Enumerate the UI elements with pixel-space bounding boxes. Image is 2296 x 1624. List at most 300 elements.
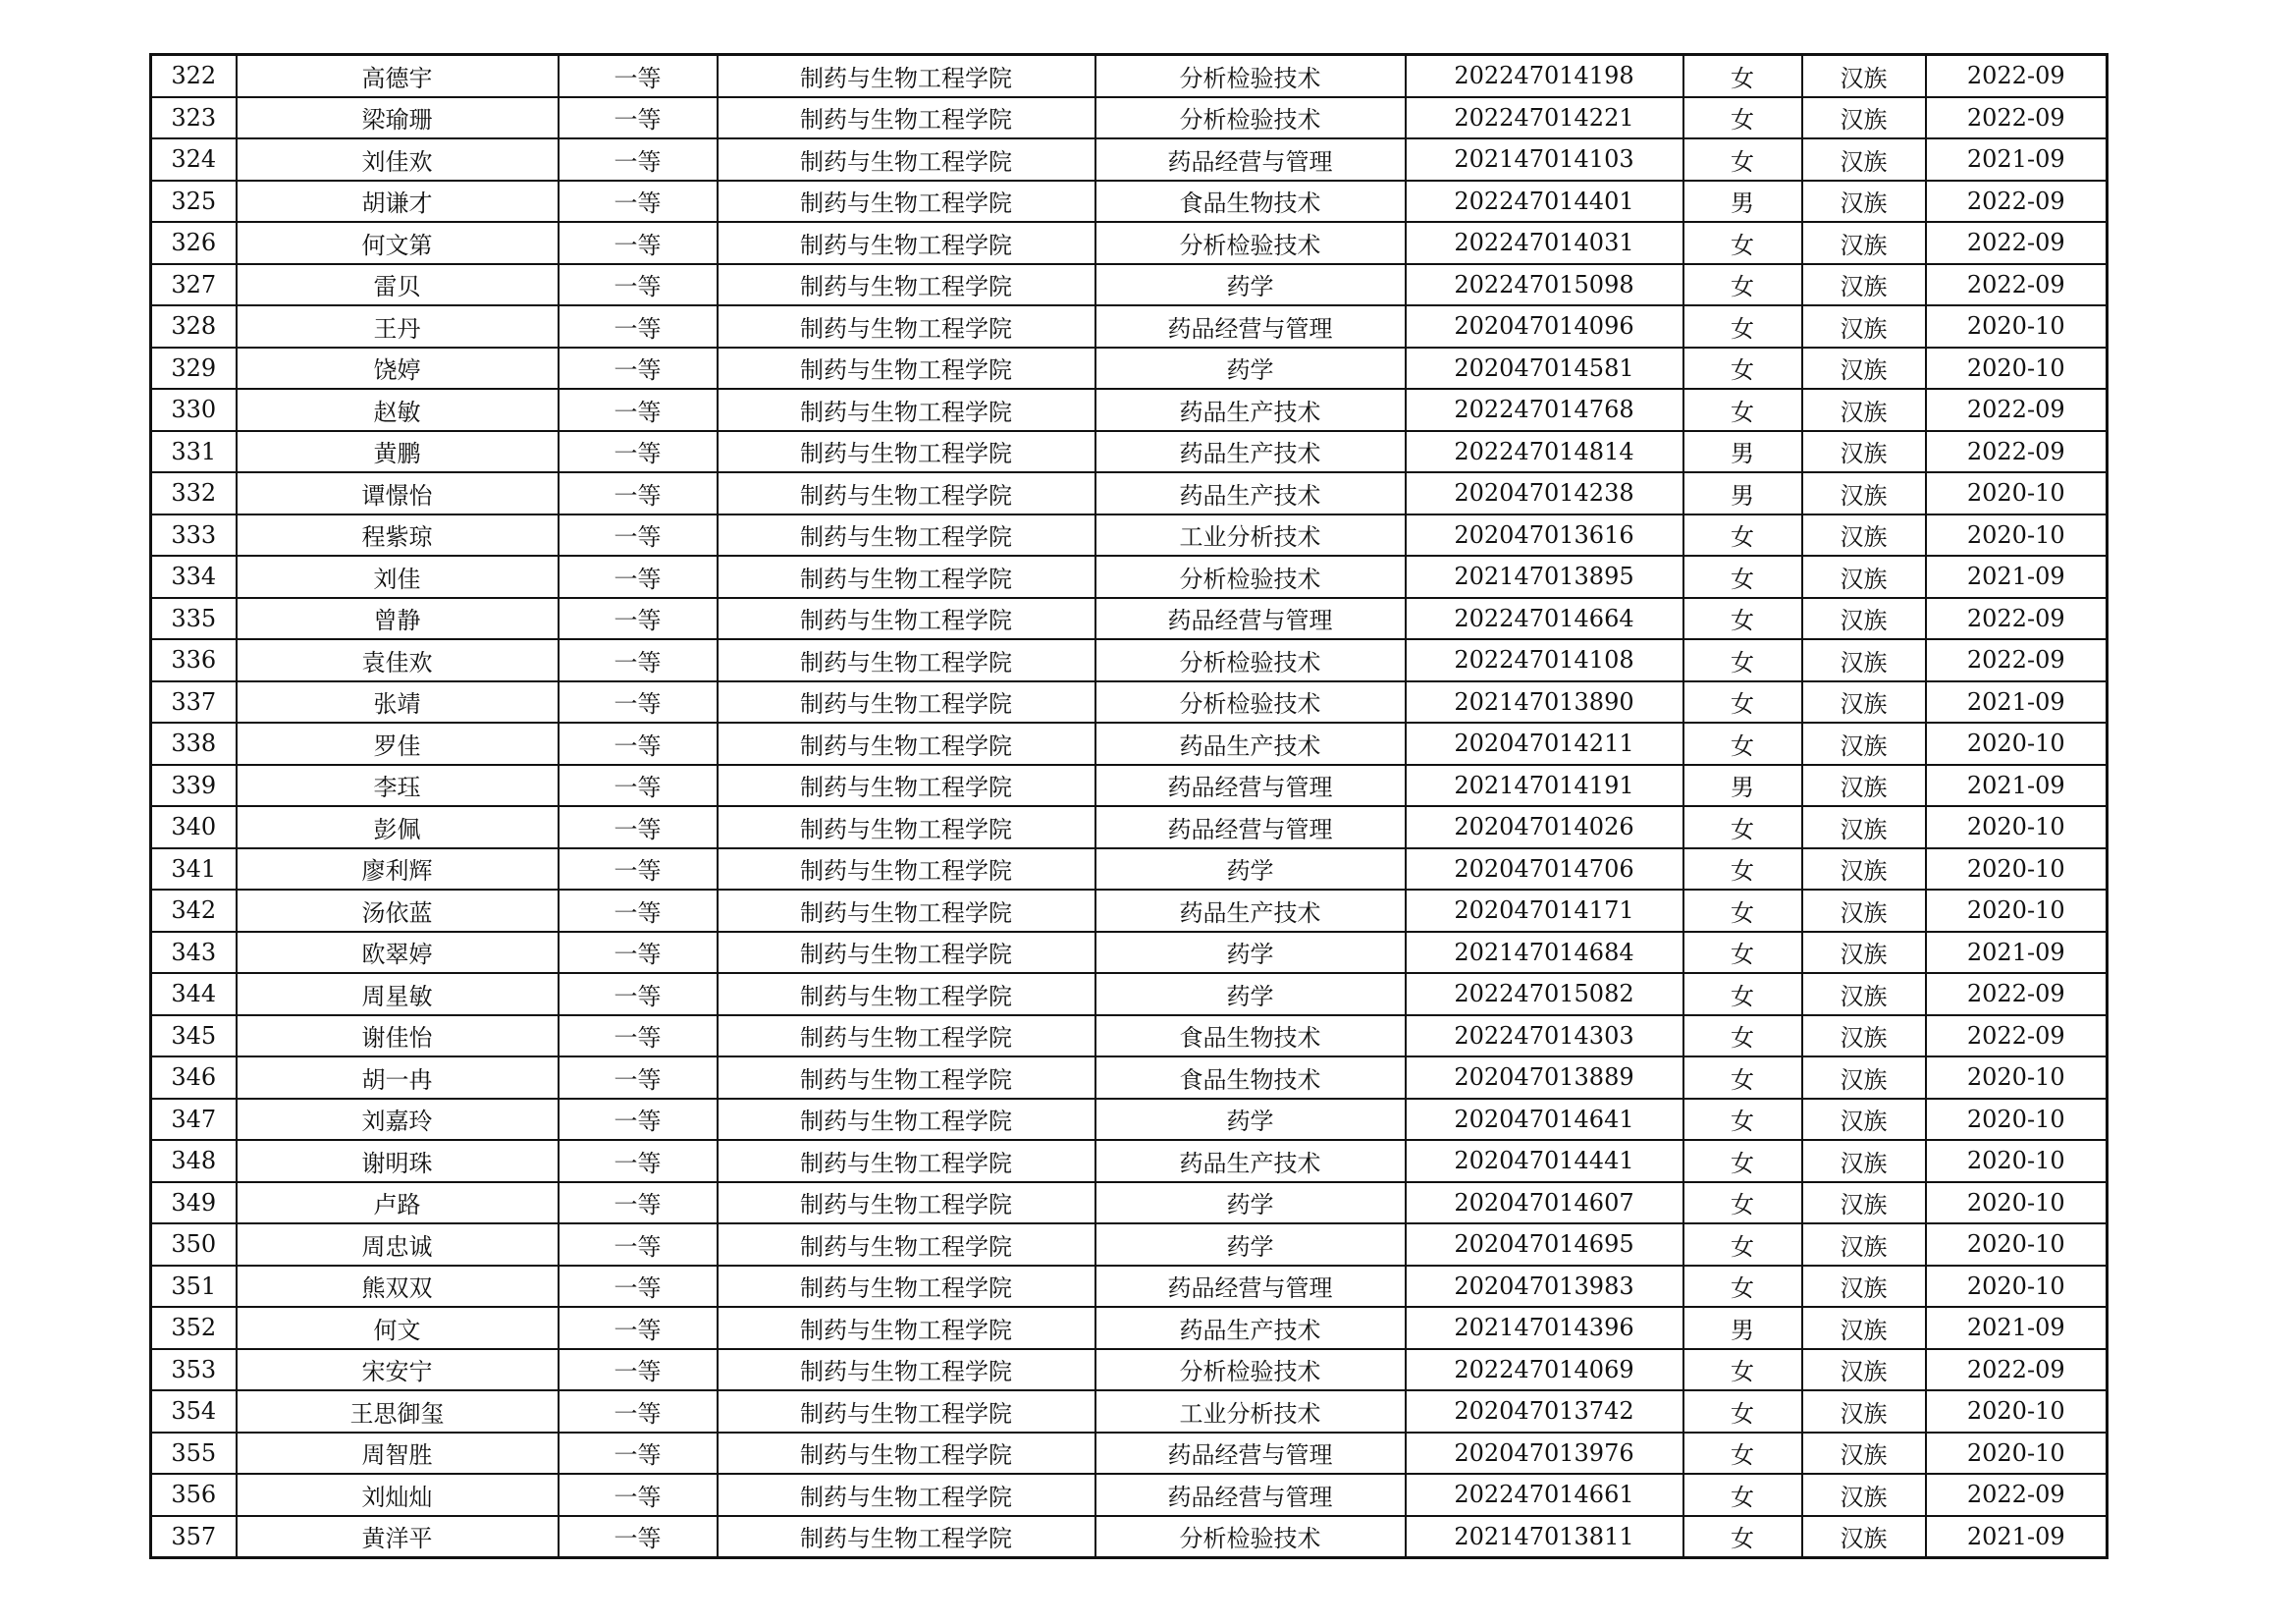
college-cell: 制药与生物工程学院 — [718, 138, 1095, 181]
gender-cell: 女 — [1683, 222, 1802, 264]
gender-cell: 女 — [1683, 932, 1802, 974]
ethnicity-cell: 汉族 — [1802, 848, 1926, 891]
major-cell: 药品生产技术 — [1095, 890, 1406, 932]
gender-cell: 男 — [1683, 472, 1802, 514]
major-cell: 药品经营与管理 — [1095, 1474, 1406, 1516]
table-row — [151, 973, 2108, 1015]
student-name-cell: 雷贝 — [237, 264, 559, 306]
row-number-cell: 348 — [151, 1140, 237, 1182]
award-level-cell: 一等 — [559, 639, 718, 681]
award-level-cell: 一等 — [559, 1223, 718, 1266]
student-id-cell: 202047013983 — [1406, 1266, 1683, 1308]
student-id-cell: 202247014198 — [1406, 55, 1683, 97]
enrollment-date-cell: 2020-10 — [1926, 1266, 2108, 1308]
student-name-cell: 刘佳 — [237, 556, 559, 598]
table-row — [151, 765, 2108, 807]
row-number-cell: 351 — [151, 1266, 237, 1308]
award-level-cell: 一等 — [559, 848, 718, 891]
table-row — [151, 806, 2108, 848]
gender-cell: 女 — [1683, 514, 1802, 557]
student-id-cell: 202047013742 — [1406, 1390, 1683, 1433]
student-id-cell: 202047014026 — [1406, 806, 1683, 848]
student-id-cell: 202047014607 — [1406, 1182, 1683, 1224]
row-number-cell: 335 — [151, 598, 237, 640]
table-row — [151, 598, 2108, 640]
gender-cell: 女 — [1683, 1349, 1802, 1391]
scholarship-list-page — [149, 53, 2106, 1559]
gender-cell: 女 — [1683, 264, 1802, 306]
row-number-cell: 352 — [151, 1307, 237, 1349]
gender-cell: 女 — [1683, 1140, 1802, 1182]
college-cell: 制药与生物工程学院 — [718, 1266, 1095, 1308]
enrollment-date-cell: 2020-10 — [1926, 806, 2108, 848]
gender-cell: 男 — [1683, 1307, 1802, 1349]
student-id-cell: 202147014191 — [1406, 765, 1683, 807]
ethnicity-cell: 汉族 — [1802, 1015, 1926, 1057]
college-cell: 制药与生物工程学院 — [718, 890, 1095, 932]
enrollment-date-cell: 2021-09 — [1926, 138, 2108, 181]
student-id-cell: 202147014396 — [1406, 1307, 1683, 1349]
award-level-cell: 一等 — [559, 1099, 718, 1141]
college-cell: 制药与生物工程学院 — [718, 681, 1095, 724]
row-number-cell: 344 — [151, 973, 237, 1015]
major-cell: 药品经营与管理 — [1095, 765, 1406, 807]
enrollment-date-cell: 2021-09 — [1926, 1307, 2108, 1349]
ethnicity-cell: 汉族 — [1802, 806, 1926, 848]
college-cell: 制药与生物工程学院 — [718, 1390, 1095, 1433]
student-name-cell: 何文第 — [237, 222, 559, 264]
college-cell: 制药与生物工程学院 — [718, 723, 1095, 765]
award-level-cell: 一等 — [559, 138, 718, 181]
enrollment-date-cell: 2020-10 — [1926, 305, 2108, 348]
student-id-cell: 202147013811 — [1406, 1516, 1683, 1558]
award-level-cell: 一等 — [559, 556, 718, 598]
ethnicity-cell: 汉族 — [1802, 181, 1926, 223]
student-name-cell: 黄洋平 — [237, 1516, 559, 1558]
table-body — [151, 55, 2108, 1558]
student-name-cell: 何文 — [237, 1307, 559, 1349]
row-number-cell: 356 — [151, 1474, 237, 1516]
major-cell: 药学 — [1095, 264, 1406, 306]
student-id-cell: 202047014641 — [1406, 1099, 1683, 1141]
student-id-cell: 202247014221 — [1406, 97, 1683, 139]
student-id-cell: 202247014401 — [1406, 181, 1683, 223]
enrollment-date-cell: 2022-09 — [1926, 222, 2108, 264]
award-level-cell: 一等 — [559, 932, 718, 974]
major-cell: 药品经营与管理 — [1095, 806, 1406, 848]
student-id-cell: 202047014096 — [1406, 305, 1683, 348]
ethnicity-cell: 汉族 — [1802, 1390, 1926, 1433]
enrollment-date-cell: 2022-09 — [1926, 973, 2108, 1015]
student-name-cell: 彭佩 — [237, 806, 559, 848]
enrollment-date-cell: 2022-09 — [1926, 181, 2108, 223]
ethnicity-cell: 汉族 — [1802, 138, 1926, 181]
major-cell: 分析检验技术 — [1095, 55, 1406, 97]
ethnicity-cell: 汉族 — [1802, 1307, 1926, 1349]
gender-cell: 女 — [1683, 348, 1802, 390]
award-level-cell: 一等 — [559, 890, 718, 932]
college-cell: 制药与生物工程学院 — [718, 639, 1095, 681]
student-name-cell: 刘嘉玲 — [237, 1099, 559, 1141]
row-number-cell: 338 — [151, 723, 237, 765]
ethnicity-cell: 汉族 — [1802, 264, 1926, 306]
major-cell: 药品经营与管理 — [1095, 1266, 1406, 1308]
student-name-cell: 梁瑜珊 — [237, 97, 559, 139]
enrollment-date-cell: 2021-09 — [1926, 932, 2108, 974]
award-level-cell: 一等 — [559, 389, 718, 431]
student-id-cell: 202247014303 — [1406, 1015, 1683, 1057]
ethnicity-cell: 汉族 — [1802, 1266, 1926, 1308]
row-number-cell: 337 — [151, 681, 237, 724]
row-number-cell: 330 — [151, 389, 237, 431]
ethnicity-cell: 汉族 — [1802, 1433, 1926, 1475]
college-cell: 制药与生物工程学院 — [718, 1433, 1095, 1475]
award-level-cell: 一等 — [559, 765, 718, 807]
enrollment-date-cell: 2020-10 — [1926, 1433, 2108, 1475]
gender-cell: 女 — [1683, 1433, 1802, 1475]
student-id-cell: 202147013895 — [1406, 556, 1683, 598]
college-cell: 制药与生物工程学院 — [718, 181, 1095, 223]
major-cell: 药品生产技术 — [1095, 431, 1406, 473]
student-name-cell: 张靖 — [237, 681, 559, 724]
student-name-cell: 高德宇 — [237, 55, 559, 97]
enrollment-date-cell: 2020-10 — [1926, 472, 2108, 514]
gender-cell: 女 — [1683, 1099, 1802, 1141]
table-row — [151, 514, 2108, 557]
ethnicity-cell: 汉族 — [1802, 97, 1926, 139]
student-id-cell: 202247014108 — [1406, 639, 1683, 681]
enrollment-date-cell: 2020-10 — [1926, 1390, 2108, 1433]
student-table — [149, 53, 2109, 1559]
major-cell: 药学 — [1095, 348, 1406, 390]
college-cell: 制药与生物工程学院 — [718, 1223, 1095, 1266]
gender-cell: 女 — [1683, 1474, 1802, 1516]
row-number-cell: 325 — [151, 181, 237, 223]
college-cell: 制药与生物工程学院 — [718, 1056, 1095, 1099]
award-level-cell: 一等 — [559, 55, 718, 97]
major-cell: 食品生物技术 — [1095, 1015, 1406, 1057]
award-level-cell: 一等 — [559, 222, 718, 264]
ethnicity-cell: 汉族 — [1802, 1182, 1926, 1224]
ethnicity-cell: 汉族 — [1802, 598, 1926, 640]
student-id-cell: 202047014211 — [1406, 723, 1683, 765]
student-id-cell: 202147013890 — [1406, 681, 1683, 724]
major-cell: 工业分析技术 — [1095, 514, 1406, 557]
ethnicity-cell: 汉族 — [1802, 1349, 1926, 1391]
enrollment-date-cell: 2022-09 — [1926, 1349, 2108, 1391]
enrollment-date-cell: 2022-09 — [1926, 598, 2108, 640]
college-cell: 制药与生物工程学院 — [718, 1182, 1095, 1224]
enrollment-date-cell: 2022-09 — [1926, 389, 2108, 431]
award-level-cell: 一等 — [559, 181, 718, 223]
student-name-cell: 刘灿灿 — [237, 1474, 559, 1516]
student-name-cell: 袁佳欢 — [237, 639, 559, 681]
table-row — [151, 1015, 2108, 1057]
ethnicity-cell: 汉族 — [1802, 514, 1926, 557]
row-number-cell: 331 — [151, 431, 237, 473]
college-cell: 制药与生物工程学院 — [718, 305, 1095, 348]
table-row — [151, 681, 2108, 724]
college-cell: 制药与生物工程学院 — [718, 389, 1095, 431]
student-name-cell: 熊双双 — [237, 1266, 559, 1308]
major-cell: 食品生物技术 — [1095, 181, 1406, 223]
row-number-cell: 355 — [151, 1433, 237, 1475]
student-id-cell: 202247014031 — [1406, 222, 1683, 264]
award-level-cell: 一等 — [559, 1266, 718, 1308]
enrollment-date-cell: 2022-09 — [1926, 639, 2108, 681]
row-number-cell: 343 — [151, 932, 237, 974]
student-id-cell: 202047013616 — [1406, 514, 1683, 557]
award-level-cell: 一等 — [559, 472, 718, 514]
college-cell: 制药与生物工程学院 — [718, 431, 1095, 473]
major-cell: 分析检验技术 — [1095, 1516, 1406, 1558]
student-name-cell: 周智胜 — [237, 1433, 559, 1475]
row-number-cell: 349 — [151, 1182, 237, 1224]
table-row — [151, 1266, 2108, 1308]
ethnicity-cell: 汉族 — [1802, 890, 1926, 932]
student-name-cell: 周星敏 — [237, 973, 559, 1015]
row-number-cell: 324 — [151, 138, 237, 181]
major-cell: 药品生产技术 — [1095, 723, 1406, 765]
student-id-cell: 202247014814 — [1406, 431, 1683, 473]
major-cell: 药品生产技术 — [1095, 1140, 1406, 1182]
college-cell: 制药与生物工程学院 — [718, 97, 1095, 139]
ethnicity-cell: 汉族 — [1802, 723, 1926, 765]
gender-cell: 女 — [1683, 305, 1802, 348]
student-id-cell: 202047013889 — [1406, 1056, 1683, 1099]
college-cell: 制药与生物工程学院 — [718, 1474, 1095, 1516]
enrollment-date-cell: 2022-09 — [1926, 55, 2108, 97]
gender-cell: 女 — [1683, 723, 1802, 765]
college-cell: 制药与生物工程学院 — [718, 1349, 1095, 1391]
ethnicity-cell: 汉族 — [1802, 305, 1926, 348]
student-id-cell: 202247014664 — [1406, 598, 1683, 640]
enrollment-date-cell: 2021-09 — [1926, 681, 2108, 724]
student-name-cell: 胡一冉 — [237, 1056, 559, 1099]
row-number-cell: 346 — [151, 1056, 237, 1099]
student-name-cell: 谢佳怡 — [237, 1015, 559, 1057]
major-cell: 药品经营与管理 — [1095, 598, 1406, 640]
student-id-cell: 202047014238 — [1406, 472, 1683, 514]
enrollment-date-cell: 2020-10 — [1926, 1056, 2108, 1099]
enrollment-date-cell: 2021-09 — [1926, 556, 2108, 598]
student-id-cell: 202247014768 — [1406, 389, 1683, 431]
table-row — [151, 55, 2108, 97]
gender-cell: 女 — [1683, 639, 1802, 681]
award-level-cell: 一等 — [559, 1433, 718, 1475]
table-row — [151, 431, 2108, 473]
enrollment-date-cell: 2020-10 — [1926, 1182, 2108, 1224]
row-number-cell: 328 — [151, 305, 237, 348]
award-level-cell: 一等 — [559, 431, 718, 473]
row-number-cell: 334 — [151, 556, 237, 598]
college-cell: 制药与生物工程学院 — [718, 264, 1095, 306]
table-row — [151, 138, 2108, 181]
ethnicity-cell: 汉族 — [1802, 973, 1926, 1015]
student-id-cell: 202247015082 — [1406, 973, 1683, 1015]
row-number-cell: 332 — [151, 472, 237, 514]
student-id-cell: 202047014581 — [1406, 348, 1683, 390]
gender-cell: 女 — [1683, 97, 1802, 139]
row-number-cell: 357 — [151, 1516, 237, 1558]
table-row — [151, 97, 2108, 139]
ethnicity-cell: 汉族 — [1802, 431, 1926, 473]
award-level-cell: 一等 — [559, 1516, 718, 1558]
award-level-cell: 一等 — [559, 598, 718, 640]
major-cell: 药品生产技术 — [1095, 389, 1406, 431]
major-cell: 药学 — [1095, 1182, 1406, 1224]
row-number-cell: 340 — [151, 806, 237, 848]
gender-cell: 男 — [1683, 431, 1802, 473]
ethnicity-cell: 汉族 — [1802, 932, 1926, 974]
table-row — [151, 389, 2108, 431]
table-row — [151, 1056, 2108, 1099]
major-cell: 工业分析技术 — [1095, 1390, 1406, 1433]
table-row — [151, 348, 2108, 390]
award-level-cell: 一等 — [559, 1390, 718, 1433]
gender-cell: 女 — [1683, 848, 1802, 891]
college-cell: 制药与生物工程学院 — [718, 932, 1095, 974]
gender-cell: 女 — [1683, 973, 1802, 1015]
award-level-cell: 一等 — [559, 97, 718, 139]
major-cell: 分析检验技术 — [1095, 681, 1406, 724]
student-name-cell: 廖利辉 — [237, 848, 559, 891]
enrollment-date-cell: 2022-09 — [1926, 431, 2108, 473]
gender-cell: 女 — [1683, 806, 1802, 848]
college-cell: 制药与生物工程学院 — [718, 1516, 1095, 1558]
ethnicity-cell: 汉族 — [1802, 348, 1926, 390]
student-name-cell: 黄鹏 — [237, 431, 559, 473]
row-number-cell: 350 — [151, 1223, 237, 1266]
gender-cell: 女 — [1683, 681, 1802, 724]
student-id-cell: 202247014069 — [1406, 1349, 1683, 1391]
ethnicity-cell: 汉族 — [1802, 55, 1926, 97]
major-cell: 药学 — [1095, 1099, 1406, 1141]
table-row — [151, 1223, 2108, 1266]
student-name-cell: 刘佳欢 — [237, 138, 559, 181]
award-level-cell: 一等 — [559, 1056, 718, 1099]
enrollment-date-cell: 2022-09 — [1926, 264, 2108, 306]
enrollment-date-cell: 2020-10 — [1926, 1099, 2108, 1141]
student-id-cell: 202047014171 — [1406, 890, 1683, 932]
enrollment-date-cell: 2020-10 — [1926, 348, 2108, 390]
gender-cell: 女 — [1683, 1390, 1802, 1433]
award-level-cell: 一等 — [559, 806, 718, 848]
student-name-cell: 曾静 — [237, 598, 559, 640]
gender-cell: 女 — [1683, 138, 1802, 181]
award-level-cell: 一等 — [559, 681, 718, 724]
gender-cell: 男 — [1683, 181, 1802, 223]
student-name-cell: 卢路 — [237, 1182, 559, 1224]
enrollment-date-cell: 2020-10 — [1926, 1140, 2108, 1182]
ethnicity-cell: 汉族 — [1802, 1099, 1926, 1141]
college-cell: 制药与生物工程学院 — [718, 848, 1095, 891]
student-name-cell: 李珏 — [237, 765, 559, 807]
row-number-cell: 333 — [151, 514, 237, 557]
gender-cell: 女 — [1683, 1223, 1802, 1266]
ethnicity-cell: 汉族 — [1802, 1474, 1926, 1516]
table-row — [151, 1516, 2108, 1558]
major-cell: 药学 — [1095, 1223, 1406, 1266]
college-cell: 制药与生物工程学院 — [718, 348, 1095, 390]
student-name-cell: 谢明珠 — [237, 1140, 559, 1182]
enrollment-date-cell: 2022-09 — [1926, 97, 2108, 139]
gender-cell: 女 — [1683, 1266, 1802, 1308]
student-name-cell: 周忠诚 — [237, 1223, 559, 1266]
row-number-cell: 354 — [151, 1390, 237, 1433]
student-name-cell: 欧翠婷 — [237, 932, 559, 974]
gender-cell: 女 — [1683, 556, 1802, 598]
gender-cell: 女 — [1683, 890, 1802, 932]
college-cell: 制药与生物工程学院 — [718, 514, 1095, 557]
college-cell: 制药与生物工程学院 — [718, 598, 1095, 640]
college-cell: 制药与生物工程学院 — [718, 222, 1095, 264]
award-level-cell: 一等 — [559, 514, 718, 557]
student-name-cell: 王思御玺 — [237, 1390, 559, 1433]
major-cell: 药品经营与管理 — [1095, 305, 1406, 348]
award-level-cell: 一等 — [559, 264, 718, 306]
ethnicity-cell: 汉族 — [1802, 765, 1926, 807]
row-number-cell: 326 — [151, 222, 237, 264]
gender-cell: 女 — [1683, 598, 1802, 640]
ethnicity-cell: 汉族 — [1802, 681, 1926, 724]
major-cell: 药品经营与管理 — [1095, 138, 1406, 181]
college-cell: 制药与生物工程学院 — [718, 1015, 1095, 1057]
major-cell: 分析检验技术 — [1095, 556, 1406, 598]
table-row — [151, 222, 2108, 264]
enrollment-date-cell: 2021-09 — [1926, 1516, 2108, 1558]
student-id-cell: 202147014103 — [1406, 138, 1683, 181]
table-row — [151, 639, 2108, 681]
row-number-cell: 322 — [151, 55, 237, 97]
student-name-cell: 程紫琼 — [237, 514, 559, 557]
table-row — [151, 1099, 2108, 1141]
table-row — [151, 181, 2108, 223]
student-name-cell: 谭憬怡 — [237, 472, 559, 514]
student-id-cell: 202247014661 — [1406, 1474, 1683, 1516]
table-row — [151, 848, 2108, 891]
major-cell: 药品生产技术 — [1095, 472, 1406, 514]
award-level-cell: 一等 — [559, 1349, 718, 1391]
row-number-cell: 347 — [151, 1099, 237, 1141]
student-id-cell: 202247015098 — [1406, 264, 1683, 306]
gender-cell: 女 — [1683, 389, 1802, 431]
student-id-cell: 202147014684 — [1406, 932, 1683, 974]
award-level-cell: 一等 — [559, 1474, 718, 1516]
enrollment-date-cell: 2020-10 — [1926, 848, 2108, 891]
table-row — [151, 305, 2108, 348]
enrollment-date-cell: 2020-10 — [1926, 723, 2108, 765]
table-row — [151, 1182, 2108, 1224]
table-row — [151, 1349, 2108, 1391]
college-cell: 制药与生物工程学院 — [718, 806, 1095, 848]
row-number-cell: 341 — [151, 848, 237, 891]
award-level-cell: 一等 — [559, 1307, 718, 1349]
award-level-cell: 一等 — [559, 1182, 718, 1224]
ethnicity-cell: 汉族 — [1802, 222, 1926, 264]
award-level-cell: 一等 — [559, 305, 718, 348]
table-row — [151, 472, 2108, 514]
gender-cell: 女 — [1683, 55, 1802, 97]
table-row — [151, 1140, 2108, 1182]
college-cell: 制药与生物工程学院 — [718, 765, 1095, 807]
gender-cell: 女 — [1683, 1056, 1802, 1099]
enrollment-date-cell: 2021-09 — [1926, 765, 2108, 807]
college-cell: 制药与生物工程学院 — [718, 556, 1095, 598]
ethnicity-cell: 汉族 — [1802, 639, 1926, 681]
gender-cell: 女 — [1683, 1015, 1802, 1057]
award-level-cell: 一等 — [559, 1140, 718, 1182]
